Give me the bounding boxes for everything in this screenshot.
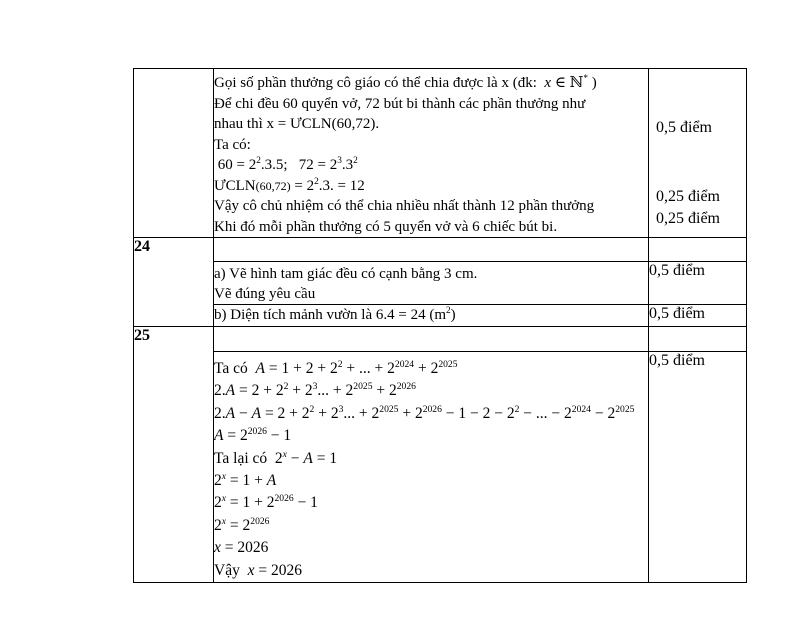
solution-text-q25 [214, 352, 648, 582]
text-line: Khi đó mỗi phần thưởng có 5 quyển vở và 6 chiếc bút bi. [214, 218, 558, 235]
text-line: Ta có $A = 1 + 2 + 2^2$ + ... + $2^{2024} + 2^{2025}$ [214, 358, 458, 377]
empty-cell [649, 238, 747, 262]
text-line: Để chi đều 60 quyển vở, 72 bút bi thành các phần thưởng như [214, 95, 586, 112]
row-q23 [134, 69, 747, 238]
empty-cell [214, 327, 649, 352]
row-q24a [134, 262, 747, 305]
empty-cell [214, 238, 649, 262]
solution-text-q24a [214, 262, 648, 304]
text-line: $2.A = 2 + 2^2 + 2^3$... + $2^{2025} + 2^{2026}$ [214, 381, 416, 400]
text-line: Ta lại có $2^x - A = 1$ [214, 448, 338, 467]
text-line: $2.A - A = 2 + 2^2 + 2^3$... + $2^{2025} + 2^{2026} - 1 - 2 - 2^2$ − ... − $2^{2024} - 2^{2025}$ [214, 403, 635, 422]
text-line: Gọi số phần thưởng cô giáo có thể chia được là x (đk: x ∈ ℕ* ) [214, 74, 597, 91]
solution-cell-q24b [214, 305, 649, 327]
text-line: a) Vẽ hình tam giác đều có cạnh bằng 3 cm. [214, 266, 478, 282]
solution-text-q23 [214, 69, 648, 237]
text-line: $60 = 2^2.3.5$; $72 = 2^3.3^2$ [214, 156, 358, 173]
solution-cell-q25 [214, 352, 649, 583]
text-line: Ta có: [214, 136, 251, 153]
solution-cell-q24a [214, 262, 649, 305]
question-number-cell-q25: 25 [134, 327, 214, 583]
points-value: 0,25 điểm [656, 188, 720, 205]
row-q24-spacer [134, 238, 747, 262]
text-line: ƯCLN(60,72) = $2^2.3$. = 12 [214, 176, 365, 194]
text-line: nhau thì x = ƯCLN(60,72). [214, 116, 380, 132]
points-cell-q25: 0,5 điểm [649, 352, 747, 583]
text-line: $2^x = 2^{2026}$ [214, 515, 270, 534]
row-q24b [134, 305, 747, 327]
question-number-cell-q23 [134, 69, 214, 238]
points-value: 0,5 điểm [656, 119, 712, 136]
row-q25 [134, 352, 747, 583]
answer-key-table [133, 68, 747, 583]
solution-text-q24b [214, 305, 648, 326]
text-line: Vậy x = 2026 [214, 561, 302, 579]
points-value: 0,25 điểm [656, 210, 720, 227]
text-line: Vậy cô chủ nhiệm có thể chia nhiều nhất thành 12 phần thưởng [214, 198, 595, 214]
points-cell-q23 [649, 69, 747, 238]
empty-cell [649, 327, 747, 352]
text-line: $A = 2^{2026} - 1$ [214, 426, 292, 445]
text-line: b) Diện tích mảnh vườn là 6.4 = 24 $(m^2)$ [214, 306, 456, 323]
text-line: $2^x = 1 + 2^{2026} - 1$ [214, 493, 318, 512]
text-line: Vẽ đúng yêu cầu [214, 286, 316, 302]
row-q25-spacer [134, 327, 747, 352]
question-number-cell-q24: 24 [134, 238, 214, 327]
points-cell-q24a: 0,5 điểm [649, 262, 747, 305]
solution-cell-q23 [214, 69, 649, 238]
points-cell-q24b: 0,5 điểm [649, 305, 747, 327]
text-line: $2^x = 1 + A$ [214, 470, 277, 490]
text-line: x = 2026 [214, 539, 269, 557]
